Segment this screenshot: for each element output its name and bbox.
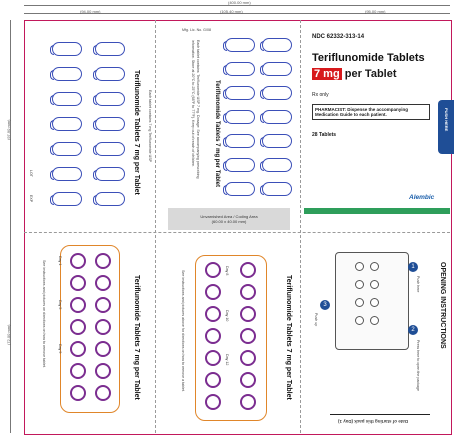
blister-cell: [205, 372, 221, 388]
tablet-outline: [262, 62, 292, 76]
blister-cell: [240, 284, 256, 300]
blister-cell: [95, 253, 111, 269]
mid-panel-width: (105.40 mm): [220, 9, 243, 14]
bottom-mid-title: Teriflunomide Tablets 7 mg per Tablet: [285, 275, 292, 400]
tablet-outline: [225, 86, 255, 100]
code-exp: EXP: [29, 195, 33, 203]
day-label: Day 8: [225, 266, 229, 276]
blister-cell: [95, 297, 111, 313]
tablet-outline: [225, 158, 255, 172]
tablet-count: 28 Tablets: [312, 132, 337, 138]
height-line: [10, 20, 11, 433]
tablet-outline: [52, 92, 82, 106]
blister-cell: [205, 350, 221, 366]
tablet-outline: [52, 42, 82, 56]
blister-cell: [70, 363, 86, 379]
step-2-text: Push up: [314, 313, 318, 327]
unvarnished-line1: Unvarnished Area / Coding Area: [200, 214, 258, 219]
tablet-outline: [225, 110, 255, 124]
day-label: Day 9: [58, 344, 62, 354]
blister-cell: [240, 306, 256, 322]
top-mid-title: Teriflunomide Tablets 7 mg per Tablet: [214, 80, 220, 188]
push-tab-label: PUSH HERE: [444, 108, 449, 132]
brand-logo: Alembic: [409, 194, 435, 201]
tablet-outline: [262, 134, 292, 148]
bottom-left-title: Teriflunomide Tablets 7 mg per Tablet: [133, 275, 140, 400]
day-label: Day 12: [225, 354, 229, 366]
step-3-text: Press here to open the package: [416, 340, 420, 391]
blister-cell: [95, 275, 111, 291]
blister-cell: [70, 319, 86, 335]
total-width-line: [24, 5, 450, 6]
tablet-outline: [95, 192, 125, 206]
unvarnished-area: [168, 208, 290, 230]
bottom-mid-subtitle: See instructions and pictures above for directions on how to remove a tablet.: [181, 270, 185, 392]
left-height-label: (97.90 mm): [6, 119, 11, 140]
tablet-outline: [225, 38, 255, 52]
strength-row: [312, 68, 397, 80]
blister-cell: [240, 328, 256, 344]
cell-sketch: [355, 298, 364, 307]
strength-badge: 7 mg: [314, 68, 340, 80]
blister-cell: [240, 372, 256, 388]
code-lot: LOT: [29, 170, 33, 177]
blister-cell: [205, 262, 221, 278]
cell-sketch: [370, 316, 379, 325]
product-name: Teriflunomide Tablets: [312, 52, 425, 64]
tablet-outline: [52, 142, 82, 156]
tablet-outline: [225, 62, 255, 76]
top-left-title: Teriflunomide Tablets 7 mg per Tablet: [133, 70, 140, 195]
mfg-lic: Mfg. Lic. No. G/08: [182, 28, 211, 32]
fold-line-1: [155, 20, 156, 433]
blister-cell: [240, 350, 256, 366]
blister-cell: [70, 385, 86, 401]
tablet-outline: [95, 67, 125, 81]
blister-cell: [70, 275, 86, 291]
left-panel-width: (94.00 mm): [80, 9, 101, 14]
rx-only: Rx only: [312, 92, 329, 98]
step-3-badge: 3: [320, 300, 330, 310]
blister-cell: [240, 262, 256, 278]
tablet-outline: [52, 117, 82, 131]
bottom-left-subtitle: See instructions and pictures on directions on how to remove tablet.: [42, 260, 46, 368]
total-width-label: (400.00 mm): [228, 0, 251, 5]
tablet-outline: [95, 117, 125, 131]
green-bar: [304, 208, 450, 214]
opening-title: OPENING INSTRUCTIONS: [439, 262, 446, 349]
blister-cell: [70, 297, 86, 313]
day-label: Day 5: [58, 300, 62, 310]
date-line: [330, 414, 430, 415]
cell-sketch: [370, 262, 379, 271]
tablet-outline: [52, 192, 82, 206]
cell-sketch: [355, 280, 364, 289]
tablet-outline: [262, 86, 292, 100]
tablet-outline: [95, 92, 125, 106]
unvarnished-line2: (60.00 x 40.00 mm): [211, 219, 247, 224]
tablet-outline: [52, 167, 82, 181]
blister-cell: [70, 341, 86, 357]
fold-line-2: [300, 20, 301, 433]
blister-cell: [95, 385, 111, 401]
blister-cell: [205, 306, 221, 322]
blister-cell: [205, 284, 221, 300]
bottom-height-label: (72.00 mm): [6, 324, 11, 345]
cell-sketch: [355, 316, 364, 325]
day-label: Day 10: [225, 310, 229, 322]
blister-cell: [95, 341, 111, 357]
blister-cell: [205, 328, 221, 344]
step-2-badge: 2: [408, 325, 418, 335]
blister-cell: [95, 363, 111, 379]
blister-cell: [240, 394, 256, 410]
per-tablet: per Tablet: [344, 68, 397, 80]
tablet-outline: [262, 110, 292, 124]
cell-sketch: [355, 262, 364, 271]
blister-card-left: [60, 245, 120, 413]
cell-sketch: [370, 280, 379, 289]
day-label: Day 1: [58, 256, 62, 266]
top-mid-text: Each tablet contains: Teriflunomide USP 7 mg. Dosage: See accompanying prescribing information. Store at 20°C to 25°C (68°F to 77°F). Keep out of reach of children.: [191, 40, 200, 179]
blister-cell: [95, 319, 111, 335]
blister-cell: [205, 394, 221, 410]
blister-cell: [70, 253, 86, 269]
tablet-outline: [262, 182, 292, 196]
step-1-text: Push here: [416, 276, 420, 293]
tablet-outline: [262, 158, 292, 172]
tablet-outline: [225, 134, 255, 148]
fold-line-horizontal: [24, 232, 450, 233]
tablet-outline: [95, 167, 125, 181]
tablet-outline: [95, 42, 125, 56]
label-panel: [304, 22, 450, 230]
top-left-subtitle: Each tablet contains 7 mg Teriflunomide USP: [148, 90, 152, 163]
push-tab: [438, 100, 454, 154]
tablet-outline: [95, 142, 125, 156]
cell-sketch: [370, 298, 379, 307]
step-1-badge: 1: [408, 262, 418, 272]
ndc-number: NDC 62332-313-14: [312, 34, 365, 40]
tablet-outline: [225, 182, 255, 196]
tablet-outline: [52, 67, 82, 81]
pharmacist-box: PHARMACIST: Dispense the accompanying Medication Guide to each patient.: [312, 104, 430, 120]
right-panel-width: (95.00 mm): [365, 9, 386, 14]
tablet-outline: [262, 38, 292, 52]
date-label: Date of starting this pack (Day 1): [338, 419, 409, 424]
